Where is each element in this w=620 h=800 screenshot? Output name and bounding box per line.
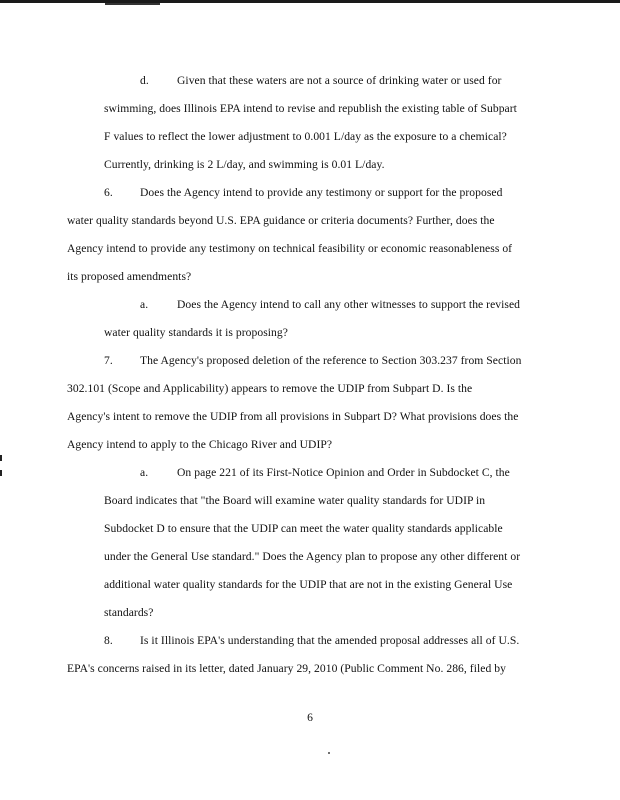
text-line: Given that these waters are not a source of drinking water or used for [177, 74, 502, 87]
text-line: The Agency's proposed deletion of the reference to Section 303.237 from Section [140, 354, 522, 367]
scan-border-top [0, 0, 620, 3]
text-line: its proposed amendments? [67, 270, 192, 283]
text-line: 302.101 (Scope and Applicability) appears to remove the UDIP from Subpart D. Is the [67, 382, 473, 395]
text-line: F values to reflect the lower adjustment to 0.001 L/day as the exposure to a chemical? [104, 130, 507, 143]
scan-speck [328, 752, 330, 754]
item-marker: 6. [104, 186, 113, 199]
text-line: Agency intend to provide any testimony on technical feasibility or economic reasonableness of [67, 242, 513, 255]
text-line: additional water quality standards for the UDIP that are not in the existing General Use [104, 578, 513, 591]
item-marker: 8. [104, 634, 113, 647]
text-line: Agency intend to apply to the Chicago River and UDIP? [67, 438, 333, 451]
text-line: Does the Agency intend to provide any testimony or support for the proposed [140, 186, 503, 199]
text-line: Does the Agency intend to call any other witnesses to support the revised [177, 298, 521, 311]
text-line: water quality standards it is proposing? [104, 326, 288, 339]
item-marker: a. [140, 466, 149, 479]
text-line: Agency's intent to remove the UDIP from all provisions in Subpart D? What provisions does the [67, 410, 519, 423]
text-line: Board indicates that "the Board will examine water quality standards for UDIP in [104, 494, 486, 507]
scan-artifact [105, 3, 160, 5]
text-line: On page 221 of its First-Notice Opinion and Order in Subdocket C, the [177, 466, 510, 479]
item-marker: d. [140, 74, 149, 87]
text-line: Is it Illinois EPA's understanding that the amended proposal addresses all of U.S. [140, 634, 520, 647]
text-line: EPA's concerns raised in its letter, dated January 29, 2010 (Public Comment No. 286, filed by [67, 662, 506, 675]
item-marker: 7. [104, 354, 113, 367]
item-marker: a. [140, 298, 149, 311]
text-line: water quality standards beyond U.S. EPA guidance or criteria documents? Further, does the [67, 214, 495, 227]
text-line: Subdocket D to ensure that the UDIP can meet the water quality standards applicable [104, 522, 503, 535]
scan-artifact [0, 470, 2, 476]
page-number: 6 [307, 711, 313, 724]
text-line: Currently, drinking is 2 L/day, and swimming is 0.01 L/day. [104, 158, 385, 171]
scan-artifact [0, 455, 2, 461]
text-line: under the General Use standard." Does the Agency plan to propose any other different or [104, 550, 521, 563]
text-line: swimming, does Illinois EPA intend to revise and republish the existing table of Subpart [104, 102, 517, 115]
text-line: standards? [104, 606, 154, 619]
